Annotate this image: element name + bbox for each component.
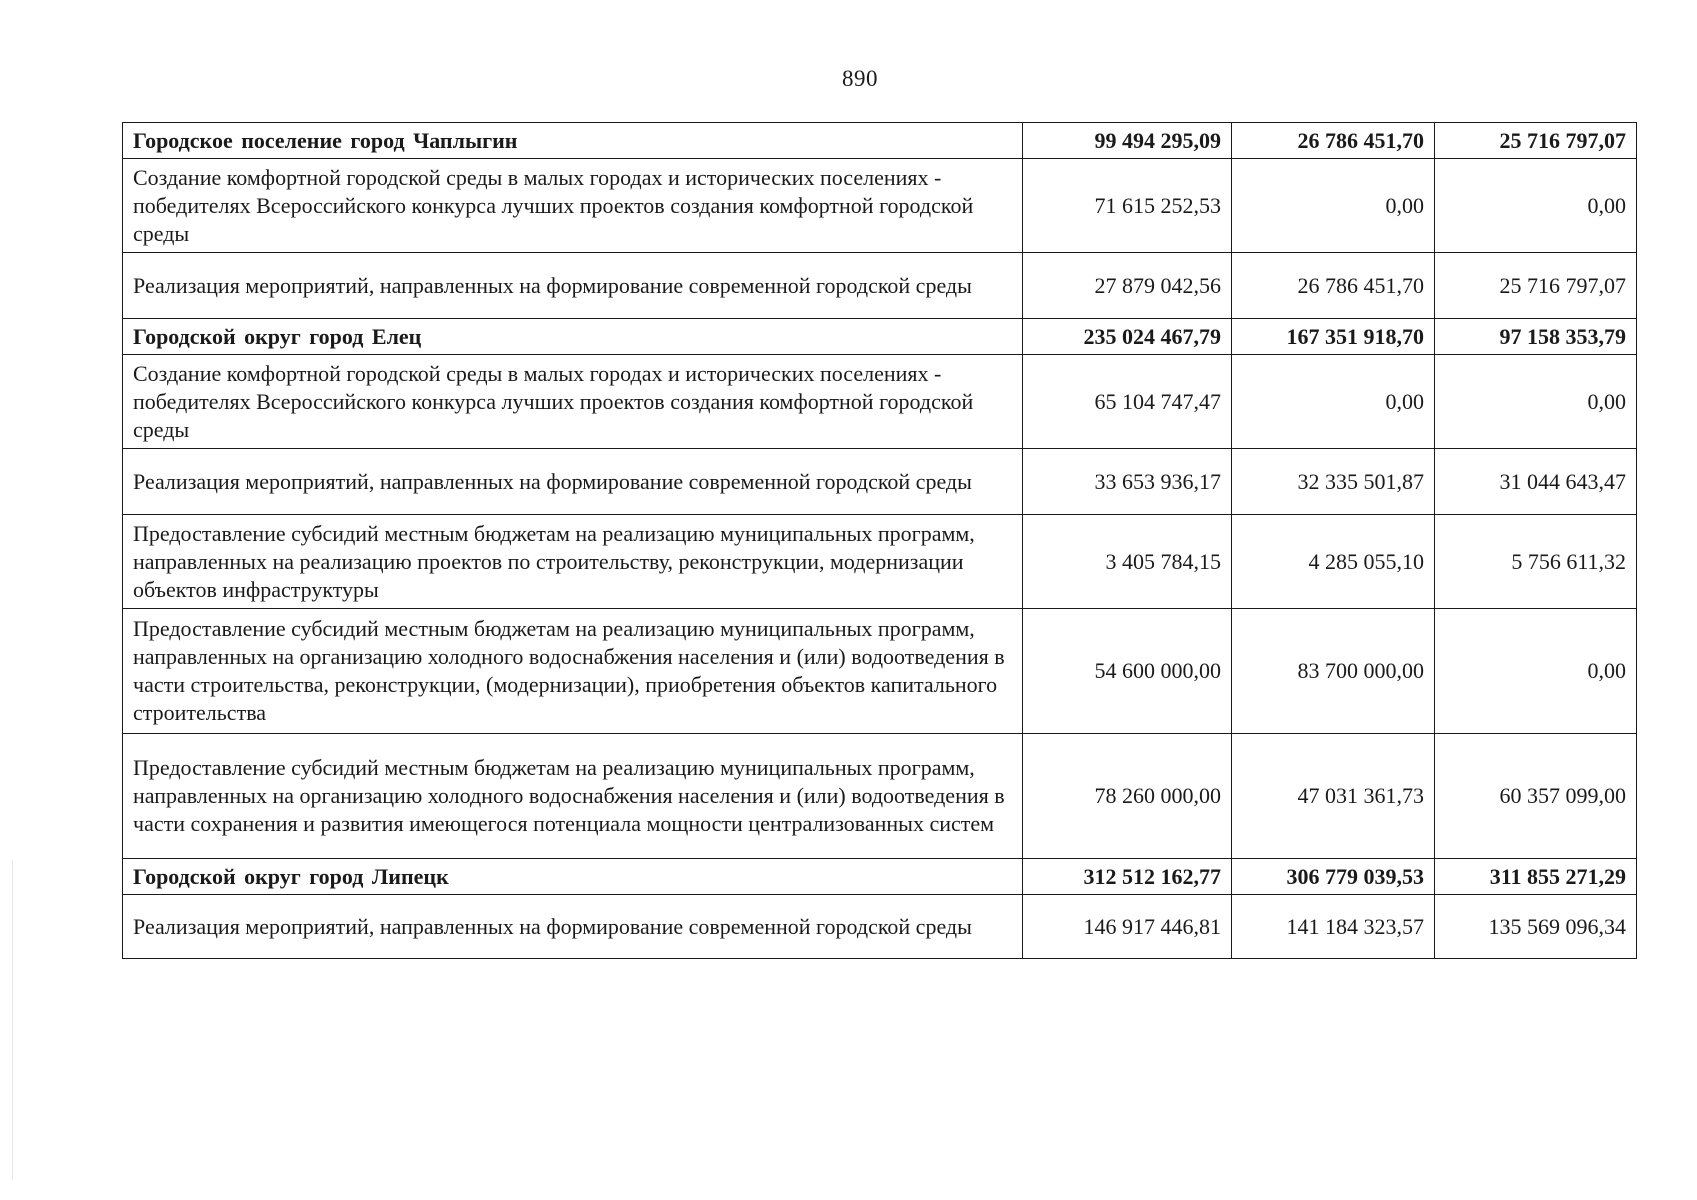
row-value-1: 27 879 042,56 <box>1023 253 1232 319</box>
row-label: Городской округ город Липецк <box>123 859 1023 895</box>
row-value-3: 25 716 797,07 <box>1435 123 1637 159</box>
row-label: Реализация мероприятий, направленных на формирование современной городской среды <box>123 449 1023 515</box>
table-row-group-lipetsk <box>123 859 1637 895</box>
row-value-2: 32 335 501,87 <box>1232 449 1435 515</box>
table-row-group-chaplygin <box>123 123 1637 159</box>
table-row <box>123 253 1637 319</box>
row-value-1: 54 600 000,00 <box>1023 609 1232 734</box>
row-value-1: 33 653 936,17 <box>1023 449 1232 515</box>
row-value-1: 78 260 000,00 <box>1023 734 1232 859</box>
budget-table-body <box>123 123 1637 959</box>
row-value-3: 0,00 <box>1435 159 1637 253</box>
row-value-1: 312 512 162,77 <box>1023 859 1232 895</box>
row-value-1: 235 024 467,79 <box>1023 319 1232 355</box>
row-value-3: 25 716 797,07 <box>1435 253 1637 319</box>
row-label: Создание комфортной городской среды в малых городах и исторических поселениях - победителях Всероссийского конкурса лучших проектов создания комфортной городской среды <box>123 355 1023 449</box>
row-value-2: 4 285 055,10 <box>1232 515 1435 609</box>
row-label: Реализация мероприятий, направленных на формирование современной городской среды <box>123 253 1023 319</box>
row-label: Городской округ город Елец <box>123 319 1023 355</box>
row-label: Реализация мероприятий, направленных на формирование современной городской среды <box>123 895 1023 959</box>
table-row-group-elets <box>123 319 1637 355</box>
row-value-2: 83 700 000,00 <box>1232 609 1435 734</box>
table-row <box>123 355 1637 449</box>
table-row <box>123 515 1637 609</box>
row-value-2: 26 786 451,70 <box>1232 123 1435 159</box>
table-row <box>123 734 1637 859</box>
row-value-3: 31 044 643,47 <box>1435 449 1637 515</box>
row-value-3: 0,00 <box>1435 609 1637 734</box>
row-value-3: 60 357 099,00 <box>1435 734 1637 859</box>
row-label: Предоставление субсидий местным бюджетам на реализацию муниципальных программ, направленных на реализацию проектов по строительству, реконструкции, модернизации объектов инфраструктуры <box>123 515 1023 609</box>
row-value-3: 311 855 271,29 <box>1435 859 1637 895</box>
row-value-2: 167 351 918,70 <box>1232 319 1435 355</box>
row-value-1: 65 104 747,47 <box>1023 355 1232 449</box>
row-label: Предоставление субсидий местным бюджетам на реализацию муниципальных программ, направленных на организацию холодного водоснабжения населения и (или) водоотведения в части сохранения и развития имеющегося потенциала мощности централизованных систем <box>123 734 1023 859</box>
row-value-2: 306 779 039,53 <box>1232 859 1435 895</box>
row-value-1: 99 494 295,09 <box>1023 123 1232 159</box>
row-value-3: 97 158 353,79 <box>1435 319 1637 355</box>
table-row <box>123 609 1637 734</box>
row-value-3: 135 569 096,34 <box>1435 895 1637 959</box>
row-value-3: 0,00 <box>1435 355 1637 449</box>
row-value-1: 71 615 252,53 <box>1023 159 1232 253</box>
budget-table <box>122 122 1637 959</box>
row-value-2: 141 184 323,57 <box>1232 895 1435 959</box>
row-value-2: 26 786 451,70 <box>1232 253 1435 319</box>
table-row <box>123 159 1637 253</box>
row-label: Городское поселение город Чаплыгин <box>123 123 1023 159</box>
row-label: Предоставление субсидий местным бюджетам на реализацию муниципальных программ, направленных на организацию холодного водоснабжения населения и (или) водоотведения в части строительства, реконструкции, (модернизации), приобретения объектов капитального строительства <box>123 609 1023 734</box>
row-value-1: 3 405 784,15 <box>1023 515 1232 609</box>
scan-margin-line <box>12 860 13 1180</box>
table-row <box>123 449 1637 515</box>
table-row <box>123 895 1637 959</box>
row-value-2: 47 031 361,73 <box>1232 734 1435 859</box>
row-value-2: 0,00 <box>1232 355 1435 449</box>
row-value-2: 0,00 <box>1232 159 1435 253</box>
row-value-3: 5 756 611,32 <box>1435 515 1637 609</box>
row-value-1: 146 917 446,81 <box>1023 895 1232 959</box>
page-number: 890 <box>842 66 878 91</box>
row-label: Создание комфортной городской среды в малых городах и исторических поселениях - победителях Всероссийского конкурса лучших проектов создания комфортной городской среды <box>123 159 1023 253</box>
